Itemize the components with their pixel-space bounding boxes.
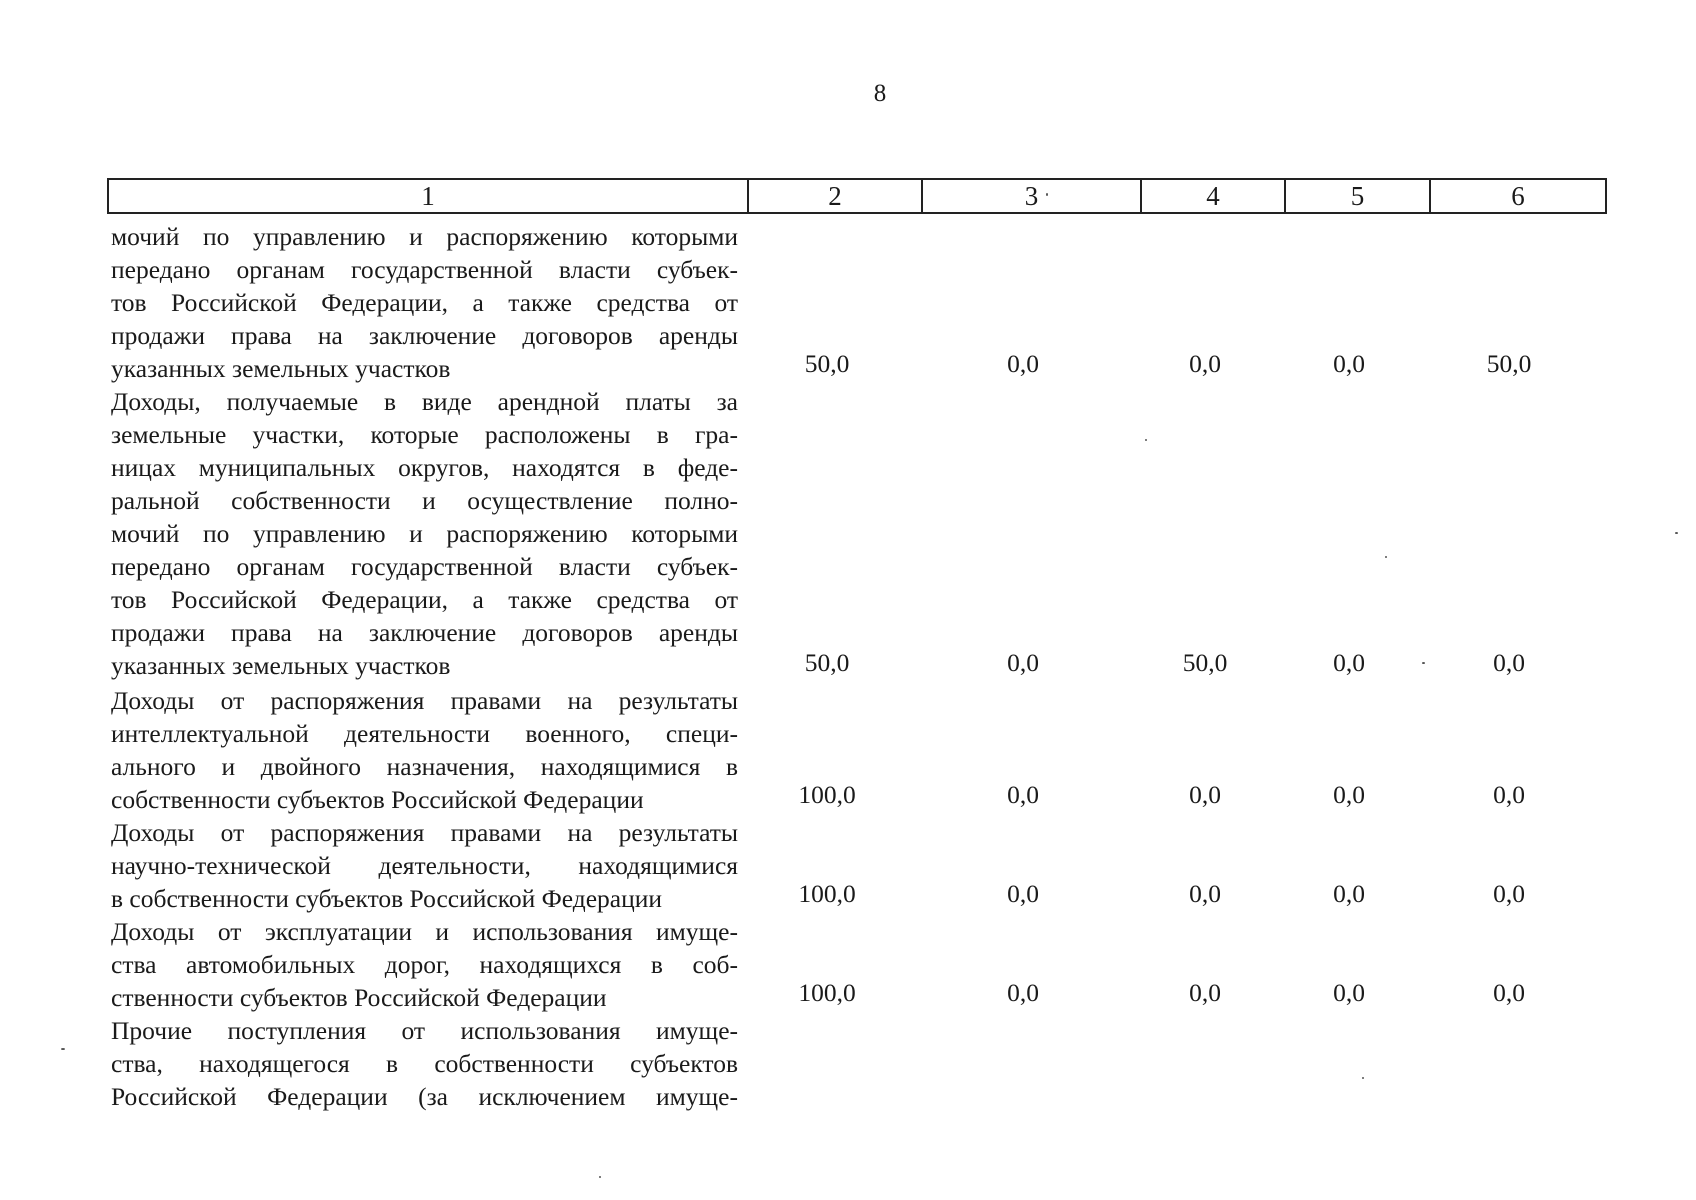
description-line: мочий по управлению и распоряжению которыми	[111, 519, 738, 548]
row-value-col-6: 0,0	[1493, 780, 1525, 809]
header-col-2: 2	[748, 179, 922, 213]
row-value-col-5: 0,0	[1333, 978, 1365, 1007]
description-line: Прочие поступления от использования имуще-	[111, 1016, 738, 1045]
description-line: продажи права на заключение договоров аренды	[111, 321, 738, 350]
row-value-col-5: 0,0	[1333, 648, 1365, 677]
page-number: 8	[873, 80, 887, 107]
description-line: Российской Федерации (за исключением имуще-	[111, 1082, 738, 1111]
row-value-col-6: 0,0	[1493, 648, 1525, 677]
description-line: Доходы от распоряжения правами на результаты	[111, 818, 738, 847]
description-line: Доходы от эксплуатации и использования имуще-	[111, 917, 738, 946]
row-value-col-5: 0,0	[1333, 879, 1365, 908]
scan-speck	[61, 1048, 65, 1050]
header-col-4: 4	[1141, 179, 1285, 213]
header-col-3: 3	[922, 179, 1141, 213]
description-line: указанных земельных участков	[111, 651, 451, 680]
description-line: мочий по управлению и распоряжению которыми	[111, 222, 738, 251]
row-description	[111, 220, 738, 385]
row-value-col-4: 0,0	[1189, 780, 1221, 809]
row-value-col-4: 0,0	[1189, 978, 1221, 1007]
description-line: в собственности субъектов Российской Федерации	[111, 884, 663, 913]
description-line: ального и двойного назначения, находящимися в	[111, 752, 738, 781]
row-value-col-3: 0,0	[1007, 879, 1039, 908]
row-value-col-6: 0,0	[1493, 879, 1525, 908]
description-line: передано органам государственной власти субъек-	[111, 552, 738, 581]
description-line: ральной собственности и осуществление полно-	[111, 486, 738, 515]
description-line: указанных земельных участков	[111, 354, 451, 383]
description-line: ницах муниципальных округов, находятся в феде-	[111, 453, 738, 482]
row-value-col-4: 0,0	[1189, 879, 1221, 908]
row-value-col-4: 0,0	[1189, 349, 1221, 378]
row-value-col-3: 0,0	[1007, 648, 1039, 677]
description-line: ственности субъектов Российской Федерации	[111, 983, 607, 1012]
row-value-col-2: 100,0	[798, 978, 856, 1007]
row-value-col-3: 0,0	[1007, 349, 1039, 378]
row-value-col-5: 0,0	[1333, 780, 1365, 809]
description-line: интеллектуальной деятельности военного, специ-	[111, 719, 738, 748]
row-description	[111, 1014, 738, 1113]
scan-speck	[599, 1176, 601, 1178]
description-line: передано органам государственной власти субъек-	[111, 255, 738, 284]
row-value-col-5: 0,0	[1333, 349, 1365, 378]
scan-speck	[1046, 193, 1048, 196]
row-value-col-4: 50,0	[1182, 648, 1228, 677]
description-line: Доходы, получаемые в виде арендной платы за	[111, 387, 738, 416]
row-value-col-3: 0,0	[1007, 978, 1039, 1007]
row-value-col-2: 50,0	[804, 349, 850, 378]
description-line: Доходы от распоряжения правами на результаты	[111, 686, 738, 715]
scan-speck	[1145, 439, 1147, 441]
description-line: продажи права на заключение договоров аренды	[111, 618, 738, 647]
description-line: научно-технической деятельности, находящимися	[111, 851, 738, 880]
header-col-5: 5	[1285, 179, 1430, 213]
row-description	[111, 816, 738, 915]
scan-speck	[1422, 662, 1425, 664]
row-description	[111, 915, 738, 1014]
header-col-6: 6	[1430, 179, 1606, 213]
row-value-col-3: 0,0	[1007, 780, 1039, 809]
row-description	[111, 385, 738, 682]
description-line: ства автомобильных дорог, находящихся в соб-	[111, 950, 738, 979]
row-value-col-2: 100,0	[798, 879, 856, 908]
description-line: тов Российской Федерации, а также средства от	[111, 288, 738, 317]
row-value-col-6: 0,0	[1493, 978, 1525, 1007]
scan-speck	[1385, 556, 1387, 558]
row-value-col-6: 50,0	[1486, 349, 1532, 378]
row-value-col-2: 100,0	[798, 780, 856, 809]
row-description	[111, 684, 738, 816]
scan-speck	[1362, 1077, 1364, 1079]
description-line: собственности субъектов Российской Федерации	[111, 785, 644, 814]
scan-speck	[1675, 532, 1678, 534]
header-col-1: 1	[108, 179, 748, 213]
description-line: земельные участки, которые расположены в гра-	[111, 420, 738, 449]
description-line: ства, находящегося в собственности субъектов	[111, 1049, 738, 1078]
description-line: тов Российской Федерации, а также средства от	[111, 585, 738, 614]
row-value-col-2: 50,0	[804, 648, 850, 677]
